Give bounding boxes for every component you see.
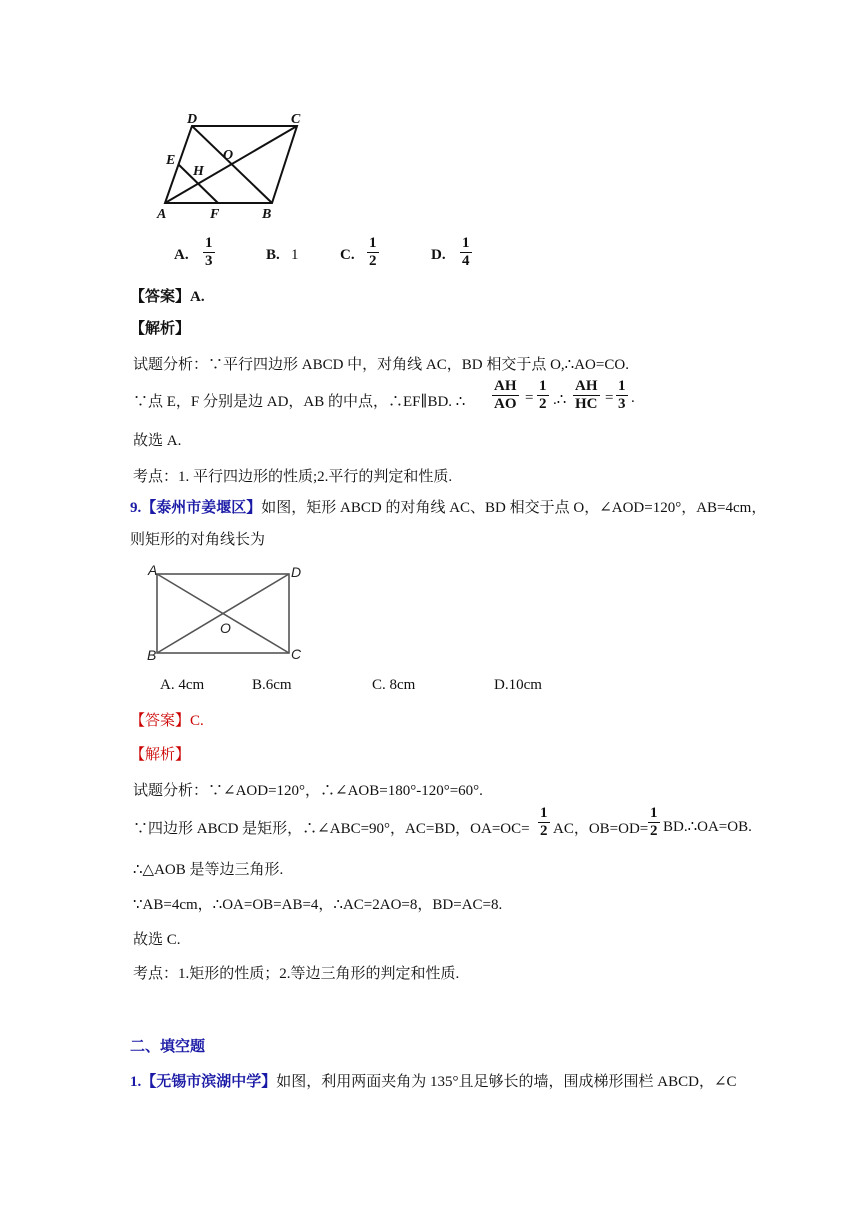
label-o: O [223,148,234,163]
option-b-label[interactable]: B. [266,247,280,263]
q8-answer: 【答案】A. [130,289,205,305]
q9-choose: 故选 C. [133,932,181,948]
option-b-value[interactable]: 1 [291,247,299,263]
q9-source: 【泰州市姜堰区】 [141,500,262,516]
q9-kaodian: 考点：1.矩形的性质；2.等边三角形的判定和性质. [133,966,460,982]
section2-q1-stem [130,1070,737,1091]
q9-option-c[interactable]: C. 8cm [372,677,416,693]
q9-line2-text-c: BD.∴OA=OB. [663,819,752,835]
q9-analysis-line1: 试题分析：∵∠AOD=120°，∴∠AOB=180°-120°=60°. [133,783,483,799]
q9-line2-text-a: ∵四边形 ABCD 是矩形，∴∠ABC=90°，AC=BD，OA=OC= [133,821,530,837]
q8-analysis-title: 【解析】 [130,321,191,337]
fraction-ah-ao: $\frac{AH}{AO}$ [494,378,517,412]
label-e: E [166,153,176,168]
label-h: H [193,164,204,179]
section2-q1-number: 1. [130,1074,142,1090]
fraction-half-ac: $\frac{1}{2}$ [540,805,548,839]
rect-label-a: A [148,562,158,578]
section2-q1-text: 如图，利用两面夹角为 135°且足够长的墙，围成梯形围栏 ABCD，∠C [276,1074,737,1090]
rect-label-d: D [291,564,302,580]
q9-line2-text-b: AC，OB=OD= [553,821,649,837]
label-b: B [262,207,272,222]
option-c-label[interactable]: C. [340,247,355,263]
q8-choose: 故选 A. [133,433,182,449]
label-d: D [187,112,198,127]
q9-answer: 【答案】C. [130,713,204,729]
rect-label-o: O [220,620,231,636]
label-f: F [210,207,220,222]
option-d-label[interactable]: D. [431,247,446,263]
section-title: 二、填空题 [130,1039,206,1055]
q9-analysis-line4: ∵AB=4cm，∴OA=OB=AB=4，∴AC=2AO=8，BD=AC=8. [133,897,503,913]
q9-analysis-title: 【解析】 [130,747,191,763]
option-c-fraction[interactable]: $\frac{1}{2}$ [369,235,377,269]
q9-analysis-line3: ∴△AOB 是等边三角形. [133,862,284,878]
q9-stem-text: 如图，矩形 ABCD 的对角线 AC、BD 相交于点 O，∠AOD=120°，AB=4cm， [261,500,767,516]
rect-label-c: C [291,646,302,662]
option-a-fraction[interactable]: $\frac{1}{3}$ [205,235,213,269]
period: . [631,390,635,406]
section2-q1-source: 【无锡市滨湖中学】 [141,1074,277,1090]
therefore-symbol: .∴ [553,392,567,408]
label-a: A [157,207,167,222]
q9-number: 9. [130,500,142,516]
q9-stem-line2: 则矩形的对角线长为 [130,532,266,548]
option-a-label[interactable]: A. [174,247,189,263]
label-c: C [291,112,301,127]
fraction-one-half: $\frac{1}{2}$ [539,378,547,412]
equals-sign-2: = [605,390,614,406]
q9-stem [130,496,766,517]
option-d-fraction[interactable]: $\frac{1}{4}$ [462,235,470,269]
diagonal-bd [192,126,272,203]
equals-sign: = [525,390,534,406]
rect-label-b: B [147,647,157,663]
q8-line2-text: ∵点 E，F 分别是边 AD，AB 的中点，∴EF∥BD. ∴ [133,394,466,410]
parallelogram-figure [150,108,320,226]
fraction-one-third: $\frac{1}{3}$ [618,378,626,412]
fraction-half-bd: $\frac{1}{2}$ [650,805,658,839]
q9-option-d[interactable]: D.10cm [494,677,542,693]
fraction-ah-hc: $\frac{AH}{HC}$ [575,378,598,412]
q9-option-a[interactable]: A. 4cm [160,677,205,693]
rectangle-figure [140,558,320,666]
q9-option-b[interactable]: B.6cm [252,677,292,693]
q8-kaodian: 考点：1. 平行四边形的性质;2.平行的判定和性质. [133,469,453,485]
q8-analysis-line1: 试题分析：∵平行四边形 ABCD 中，对角线 AC，BD 相交于点 O,∴AO=CO. [133,357,629,373]
